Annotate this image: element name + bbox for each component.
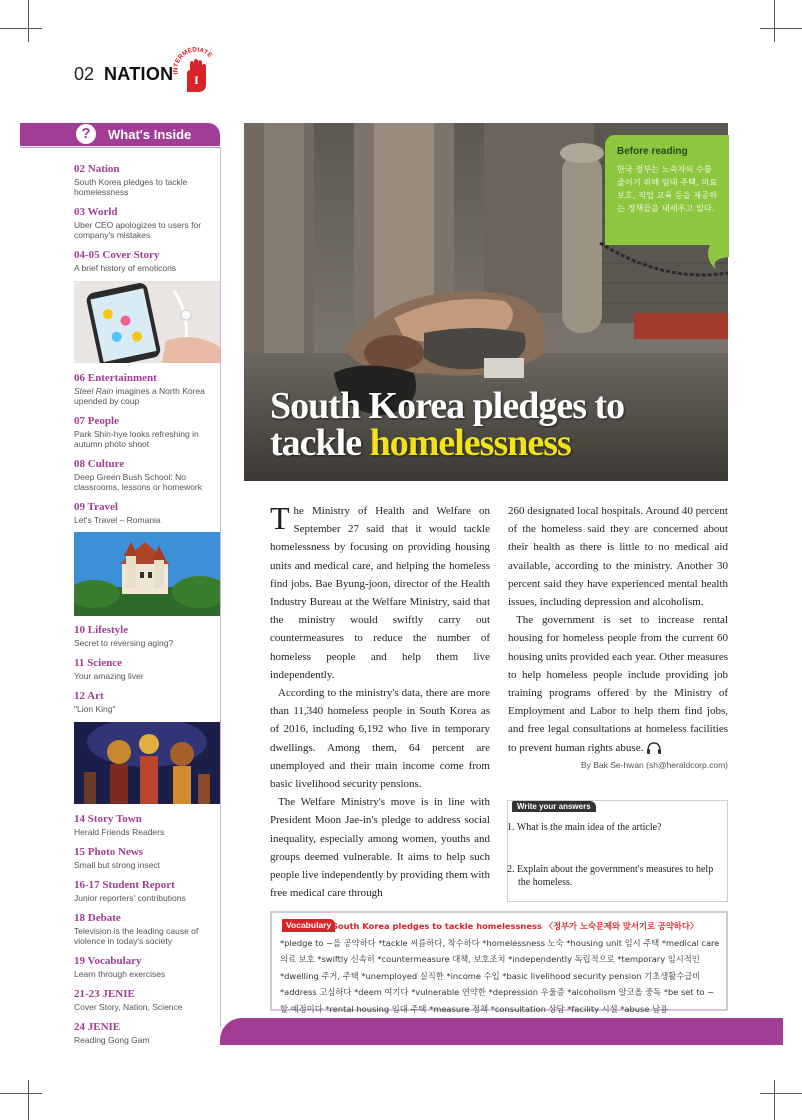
vocabulary-label: Vocabulary (282, 919, 335, 932)
toc-heading: 07 People (74, 415, 119, 427)
before-reading-body: 한국 정부는 노숙자의 수를 줄이기 위해 임대 주택, 의료 보호, 직업 교육 등을 제공하는 정책들을 내세우고 있다. (617, 164, 718, 213)
drop-cap: T (270, 500, 290, 536)
divider (20, 147, 220, 148)
vocabulary-text (280, 918, 720, 1017)
toc-description: Herald Friends Readers (74, 827, 165, 837)
travel-thumbnail[interactable] (74, 532, 220, 616)
crop-mark (760, 1093, 802, 1094)
art-thumbnail[interactable] (74, 722, 220, 804)
crop-mark (774, 0, 775, 42)
article-paragraph-3: The Welfare Ministry's move is in line with President Moon Jae-in's pledge to address social inequality, especially among women, youths and groups deemed vulnerable. It aims to help such people live independently by providing them with free medical care through (270, 796, 490, 900)
toc-item-world[interactable] (74, 206, 224, 240)
byline: By Bak Se-hwan (sh@heraldcorp.com) (580, 759, 728, 770)
vocabulary-body: *pledge to ~을 공약하다 *tackle 씨름하다, 착수하다 *homelessness 노숙 *housing unit 임시 주택 *medical care 의료 보호 *swiftly 신속히 *countermeasure 대책, 보호조치 *independently 독립적으로 *temporary 임시적인 *dwelling 주거, 주택 *unemployed 실직한 *income 수입 *basic livelihood security pension 기초생활수급비 *address 고심하다 *deem 여기다 *vulnerable 연약한 *depression 우울증 *alcoholism 알코올 중독 *be set to ~할 예정이다 *rental housing 임대 주택 *measure 정책 *consultation 상담 *facility 시설 *abuse 남용 (280, 937, 720, 1014)
sidebar-title: What's Inside (108, 127, 192, 142)
headline (270, 385, 730, 464)
article-paragraph-4 (508, 611, 728, 770)
toc-heading: 06 Entertainment (74, 372, 157, 384)
question-icon: ? (76, 124, 96, 144)
toc-item-jenie[interactable] (74, 988, 224, 1012)
toc-heading: 02 Nation (74, 163, 120, 175)
toc-description: Television is the leading cause of violence in today's society (74, 926, 199, 946)
toc-heading: 14 Story Town (74, 813, 142, 825)
toc-item-art[interactable] (74, 690, 224, 714)
level-badge-text: INTERMEDIATE (172, 46, 214, 75)
question-2: 2. Explain about the government's measures to help the homeless. (507, 864, 714, 888)
article-column-2 (508, 502, 728, 770)
toc-item-photo-news[interactable] (74, 846, 224, 870)
page-number: 02 (74, 64, 95, 84)
section-title: NATION (104, 64, 174, 84)
toc-item-student-report[interactable] (74, 879, 224, 903)
toc-description: Let's Travel – Romania (74, 515, 161, 525)
toc-heading: 18 Debate (74, 912, 121, 924)
toc-description-rest: imagines a North Korea upended by coup (74, 386, 205, 406)
toc-item-nation[interactable] (74, 163, 224, 197)
toc-heading: 24 JENIE (74, 1021, 121, 1033)
toc-item-people[interactable] (74, 415, 224, 449)
headline-line-1: South Korea pledges to (270, 385, 625, 427)
toc-item-story-town[interactable] (74, 813, 224, 837)
toc-item-science[interactable] (74, 657, 224, 681)
question-1: 1. What is the main idea of the article? (507, 822, 662, 833)
article-paragraph-4-text: The government is set to increase rental housing for homeless people from the current 60 housing units provided each year. Other measures to help homeless people include providing job training programs offered by the Ministry of Employment and Labor to help them find jobs, and free legal consultations at homeless facilities to prevent human rights abuse. (508, 614, 728, 754)
toc-item-lifestyle[interactable] (74, 624, 224, 648)
toc-heading: 16-17 Student Report (74, 879, 175, 891)
toc-description: Secret to reversing aging? (74, 638, 174, 648)
footer-bar (220, 1018, 783, 1045)
toc-item-debate[interactable] (74, 912, 224, 946)
toc-description: Deep Green Bush School: No classrooms, lessons or homework (74, 472, 203, 492)
toc-description: Park Shin-hye looks refreshing in autumn photo shoot (74, 429, 199, 449)
headline-highlight: homelessness (369, 422, 571, 464)
toc-description (74, 386, 224, 406)
write-answers-title: Write your answers (512, 801, 596, 812)
toc-item-cover-story[interactable] (74, 249, 224, 273)
phone-image (74, 281, 220, 363)
toc-heading: 19 Vocabulary (74, 955, 142, 967)
toc-description: Reading Gong Gam (74, 1035, 150, 1045)
level-letter: I (194, 73, 199, 87)
toc-description: A brief history of emoticons (74, 263, 177, 273)
toc-heading: 09 Travel (74, 501, 118, 513)
crop-mark (28, 1080, 29, 1120)
toc-heading: 04-05 Cover Story (74, 249, 160, 261)
before-reading-title: Before reading (617, 146, 688, 157)
toc-heading: 08 Culture (74, 458, 125, 470)
toc-heading: 12 Art (74, 690, 104, 702)
toc-description: Your amazing liver (74, 671, 144, 681)
toc-description: "Lion King" (74, 704, 116, 714)
toc-description-em: Steel Rain (74, 386, 114, 396)
toc-description: Uber CEO apologizes to users for company's mistakes (74, 220, 202, 240)
toc-description: Cover Story, Nation, Science (74, 1002, 183, 1012)
hand-badge-icon (170, 44, 220, 94)
toc-description: Learn through exercises (74, 969, 166, 979)
speech-tail (700, 245, 730, 273)
castle-image (74, 532, 220, 616)
toc-description: Small but strong insect (74, 860, 160, 870)
cover-story-thumbnail[interactable] (74, 281, 220, 363)
toc-heading: 15 Photo News (74, 846, 144, 858)
toc-item-travel[interactable] (74, 501, 224, 525)
crop-mark (28, 0, 29, 42)
toc-item-jenie-reading[interactable] (74, 1021, 224, 1045)
toc-description: Junior reporters' contributions (74, 893, 186, 903)
headphones-icon[interactable] (646, 742, 662, 754)
toc-heading: 21-23 JENIE (74, 988, 135, 1000)
toc-heading: 11 Science (74, 657, 122, 669)
toc-heading: 03 World (74, 206, 118, 218)
crop-mark (0, 1093, 42, 1094)
crop-mark (0, 28, 42, 29)
article-column-1 (270, 502, 490, 902)
toc-item-vocabulary[interactable] (74, 955, 224, 979)
vocabulary-heading: South Korea pledges to tackle homelessness 〈정부가 노숙문제와 맞서기로 공약하다〉 (332, 921, 699, 931)
article-paragraph-3-cont: 260 designated local hospitals. Around 40 percent of the homeless said they are concerned about their health as there is little to no medical aid available, according to the ministry. Another 30 percent said they have experienced mental health issues, including depression and alcoholism. (508, 505, 728, 609)
stage-image (74, 722, 220, 804)
toc-item-culture[interactable] (74, 458, 224, 492)
article-paragraph-2: According to the ministry's data, there are more than 11,340 homeless people in South Korea as of 2016, including 6,192 who live in temporary dwellings. Among them, 64 percent are unemployed and their main income come from basic livelihood security pensions. (270, 687, 490, 791)
toc-heading: 10 Lifestyle (74, 624, 129, 636)
crop-mark (760, 28, 802, 29)
crop-mark (774, 1080, 775, 1120)
article-paragraph-1: he Ministry of Health and Welfare on September 27 said that it would tackle homelessness by focusing on providing housing units and medical care, and helping the homeless find jobs. Bae Byung-joon, director of the Health Industry Bureau at the Welfare Ministry, said that the ministry would swiftly carry out countermeasures to reduce the number of homeless people and help them live independently. (270, 505, 490, 681)
headline-line-2: tackle (270, 422, 370, 464)
toc-item-entertainment[interactable] (74, 372, 224, 406)
toc-description: South Korea pledges to tackle homelessness (74, 177, 188, 197)
